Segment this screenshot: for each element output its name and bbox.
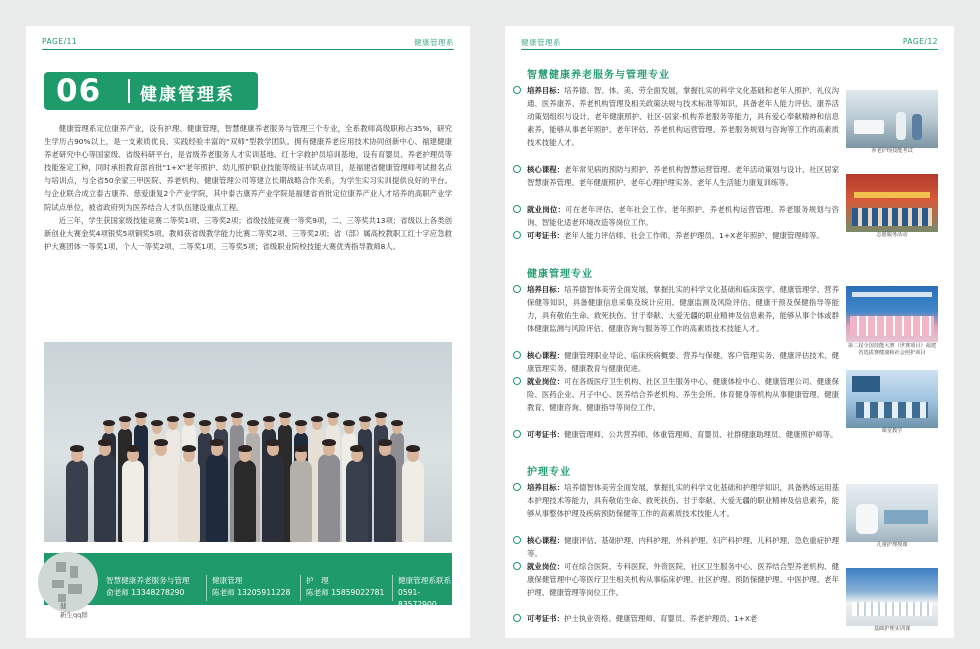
photo-basic-nursing-training [846,568,938,634]
department-number: 06 [56,73,102,109]
item-employment: 就业岗位：可在综合医院、专科医院、外资医院、社区卫生服务中心、医养结合型养老机构、健康保健管理中心等医疗卫生相关机构从事临床护理、社区护理、预防保健护理、中医护理、老年护理、健康管理等岗位工作。 [527,560,839,599]
qq-group-caption [60,602,88,620]
item-training-goal: 培养目标：培养德智体美劳全面发展，掌握扎实的科学文化基础和护理学知识，具备熟练运用基本护理技术等能力，具有敬佑生命、救死扶伤、甘于奉献、大爱无疆的职业精神及信息素养，能够从事整体护理及疾病预防保健等工作的高素质技术技能人才。 [527,481,839,520]
group-photo-person [234,460,256,542]
photo-volunteer-activity [846,174,938,240]
contact-phone: 13348278290 [131,588,185,597]
faculty-group-photo [44,342,452,542]
section-title: 护理专业 [527,467,571,478]
item-employment: 就业岗位：可在各级医疗卫生机构、社区卫生服务中心、健康体检中心、健康管理公司、健康保险、医药企业、月子中心、医养结合养老机构、养生会所、体育健身等机构从事健康管理、健康教育、健康咨询、健康指导等岗位工作。 [527,375,839,414]
photo-caption: 儿童护理授课 [876,542,908,548]
contact-major: 健康管理 [212,576,243,585]
group-photo-person [402,460,424,542]
qr-caption-line2: 新生qq群 [60,611,88,619]
section-title-health-management [523,265,613,279]
intro-paragraph: 近三年，学生获国家级技能竞赛二等奖1项、三等奖2项；省级技能竞赛一等奖9项，二、三等奖共13项；省级以上各类创新创业大赛金奖4项银奖5项铜奖5项。教师获省级教学能力比赛二等奖2项、三等奖2项；省（部）属高校教职工红十字应急救护大赛团体一等奖1项、个人一等奖2项、二等奖1项、三等奖5项；省级职业院校技能大赛优秀指导教师8人。 [44,215,452,251]
page-number: PAGE/12 [902,37,938,46]
photo-classroom-teaching [846,370,938,436]
contact-teacher: 陈老师 [306,588,329,597]
item-certificates: 可考证书：老年人能力评估师、社会工作师、养老护理员、1+X老年照护、健康管理师等。 [527,229,839,242]
contact-major: 智慧健康养老服务与管理 [106,576,190,585]
group-photo-person [262,454,284,542]
contact-phone: 13205911228 [237,588,291,597]
photo-skills-competition [846,286,938,362]
photo-caption: 养老护理技能考试 [871,148,913,154]
contact-nursing [306,575,384,599]
item-core-courses: 核心课程：老年常见病的预防与照护、养老机构智慧运营管理、老年活动策划与设计、社区居家智慧康养管理、老年健康照护、老年心理护理实务、老年人生活能力康复训练等。 [527,163,839,189]
contact-department [398,575,452,611]
department-banner [44,72,258,110]
contact-phone: 15859022781 [331,588,385,597]
group-photo-person [150,454,172,542]
item-training-goal: 培养目标：培养德智体美劳全面发展，掌握扎实的科学文化基础和临床医学、健康管理学、营养保健等知识，具备健康信息采集及统计应用、健康监测及风险评估、健康干预及保健指导等能力，具有敬佑生命、救死扶伤、甘于奉献、大爱无疆的职业精神及信息素养，能够从事个体或群体健康监测与风险评估、健康咨询与服务等工作的高素质技术技能人才。 [527,283,839,335]
group-photo-person [94,454,116,542]
banner-divider [128,79,130,103]
group-photo-person [178,460,200,542]
item-employment: 就业岗位：可在老年评估、老年社会工作、老年照护、养老机构运营管理、养老服务规划与咨询、智能化适老环境改造等岗位工作。 [527,203,839,229]
group-photo-person [318,454,340,542]
page-number: PAGE/11 [42,37,78,46]
contact-smart-elderly-care [106,575,190,599]
contact-major: 健康管理系联系 [398,576,452,585]
item-certificates: 可考证书：护士执业资格、健康管理师、育婴员、养老护理员、1+X老 [527,612,839,625]
photo-elderly-care-skill-exam [846,90,938,156]
contact-teacher: 陈老师 [212,588,235,597]
contact-health-management [212,575,290,599]
right-page [505,26,954,638]
section-title: 健康管理专业 [527,269,593,280]
photo-caption: 第二届全国技能大赛（世赛项目）福建省选拔赛健康和社会照护项目 [847,343,937,356]
group-photo-person [122,460,144,542]
photo-caption: 基础护理实训课 [873,626,911,632]
section-title-nursing [523,463,585,477]
department-introduction [44,122,452,253]
department-title: 健康管理系 [140,85,235,105]
header-department: 健康管理系 [414,38,454,47]
group-photo-person [206,454,228,542]
group-photo-person [290,460,312,542]
intro-paragraph: 健康管理系定位康养产业，设有护理、健康管理、智慧健康养老服务与管理三个专业，全系教师高级职称占35%，研究生学历占90%以上，是一支素质优良、实践经验丰富的“双师”型教学团队。拥有健康养老应用技术协同创新中心、福建健康养老研究中心等国家级、省级科研平台，是省级养老服务人才实训基地、红十字救护员培训基地，设有育婴员、养老护理员等技能鉴定工种，同时承担教育部首批“1+X”老年照护、幼儿照护职业技能等级证书试点项目，是福建省健康管理师考试报名点与培训点，与全省50余家三甲医院、养老机构、健康管理公司等建立长期战略合作关系，为学生实习实训提供良好的平台。与企业联合成立泰古康养、慈爱康复2个产业学院，其中泰古康养产业学院是福建省首批定位康养产业人才培养的高职产业学院试点单位，被省政府列为医养结合人才队伍建设重点工程。 [44,124,452,212]
right-page-header [521,34,938,50]
contact-bar [44,553,452,609]
section-title-smart-elderly-care [523,66,691,80]
contact-phone: 0591-83572900 [398,588,437,609]
section-title: 智慧健康养老服务与管理专业 [527,70,670,81]
group-photo-person [346,460,368,542]
photo-caption: 课堂教学 [881,428,903,434]
left-page [26,26,470,638]
qr-caption-line1: 健 [60,602,67,610]
group-photo-person [374,454,396,542]
item-core-courses: 核心课程：健康评估、基础护理、内科护理、外科护理、妇产科护理、儿科护理、急危重症护理等。 [527,534,839,560]
header-department: 健康管理系 [521,38,561,47]
item-certificates: 可考证书：健康管理师、公共营养师、体重管理师、育婴员、社群健康助理员、健康照护师等。 [527,428,839,441]
contact-major: 护 理 [306,576,329,585]
item-core-courses: 核心课程：健康管理职业导论、临床疾病概要、营养与保健、客户管理实务、健康评估技术、健康管理实务、健康教育与健康促进。 [527,349,839,375]
left-page-header [42,34,454,50]
group-photo-person [66,460,88,542]
item-training-goal: 培养目标：培养德、智、体、美、劳全面发展，掌握扎实的科学文化基础和老年人照护、礼仪沟通、医养康养、养老机构管理及相关政策法规与技术标准等知识，具备老年人能力评估、康养活动策划组织与设计、老年健康照护、社区-居家-机构养老服务等能力，具有爱心奉献精神和信息素养，能够从事老年照护、老年评估、养老机构运营管理、养老服务规划与咨询等工作的高素质技术技能人才。 [527,84,839,149]
photo-caption: 志愿服务活动 [876,232,908,238]
photo-pediatric-nursing-class [846,484,938,550]
contact-teacher: 俞老师 [106,588,129,597]
